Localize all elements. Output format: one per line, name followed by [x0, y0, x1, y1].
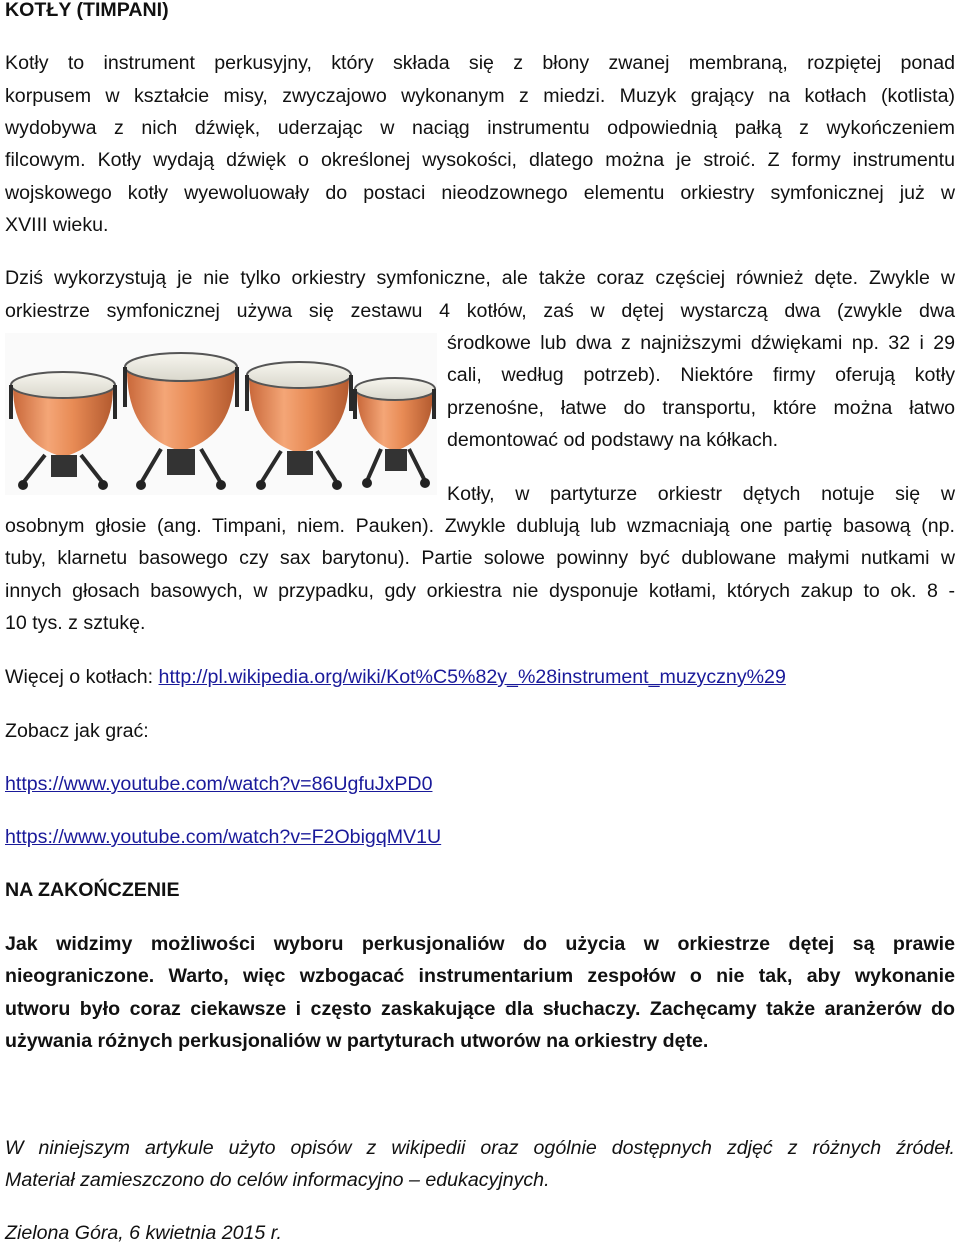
closing-line: utworu było coraz ciekawsze i często zaskakujące dla słuchaczy. Zachęcamy także aranżerów do: [5, 998, 955, 1020]
footnote-line: Materiał zamieszczono do celów informacyjno – edukacyjnych.: [5, 1169, 550, 1191]
para2-line: Dziś wykorzystują je nie tylko orkiestry symfoniczne, ale także coraz częściej również dęte. Zwykle w: [5, 267, 955, 289]
timpani-photo: [5, 333, 437, 495]
more-label: Więcej o kotłach:: [5, 666, 159, 688]
closing-heading: NA ZAKOŃCZENIE: [5, 879, 180, 901]
para3-line: osobnym głosie (ang. Timpani, niem. Pauken). Zwykle dublują lub wzmacniają one partię basową (np.: [5, 515, 955, 537]
wikipedia-link[interactable]: http://pl.wikipedia.org/wiki/Kot%C5%82y_%28instrument_muzyczny%29: [158, 666, 786, 688]
youtube-link-2[interactable]: https://www.youtube.com/watch?v=F2ObigqMV1U: [5, 826, 442, 848]
para2-line: orkiestrze symfonicznej używa się zestawu 4 kotłów, zaś w dętej wystarczą dwa (zwykle dwa: [5, 300, 955, 322]
para3-line: 10 tys. z sztukę.: [5, 612, 146, 634]
para3-line: innych głosach basowych, w przypadku, gdy orkiestra nie dysponuje kotłami, których zakup to ok. 8 -: [5, 580, 955, 602]
para2-wrap-line: środkowe lub dwa z najniższymi dźwiękami np. 32 i 29: [447, 332, 955, 354]
para3-line: tuby, klarnetu basowego czy sax barytonu). Partie solowe powinny być dublowane małymi nutkami w: [5, 547, 955, 569]
wikipedia-row: [5, 665, 786, 689]
video-row: [5, 772, 432, 796]
para2-wrap-line: przenośne, łatwe do transportu, które można łatwo: [447, 397, 955, 419]
para1-line: Kotły to instrument perkusyjny, który składa się z błony zwanej membraną, rozpiętej ponad: [5, 52, 955, 74]
para3-wrap-line: Kotły, w partyturze orkiestr dętych notuje się w: [447, 483, 955, 505]
para1-line: korpusem w kształcie misy, zwyczajowo wykonanym z miedzi. Muzyk grający na kotłach (kotlista): [5, 85, 955, 107]
para1-line: filcowym. Kotły wydają dźwięk o określonej wysokości, dlatego można je stroić. Z formy instrumentu: [5, 149, 955, 171]
footnote-line: W niniejszym artykule użyto opisów z wikipedii oraz ogólnie dostępnych zdjęć z różnych źródeł.: [5, 1137, 955, 1159]
closing-line: używania różnych perkusjonaliów w partyturach utworów na orkiestry dęte.: [5, 1030, 709, 1052]
para1-line: wojskowego kotły wyewoluowały do postaci nieodzownego elementu orkiestry symfonicznej już w: [5, 182, 955, 204]
para1-line: XVIII wieku.: [5, 214, 109, 236]
closing-line: nieograniczone. Warto, więc wzbogacać instrumentarium zespołów o nie tak, aby wykonanie: [5, 965, 955, 987]
para2-wrap-line: demontować od podstawy na kółkach.: [447, 429, 779, 451]
para1-line: wydobywa z nich dźwięk, uderzając w naciąg instrumentu odpowiednią pałką z wykończeniem: [5, 117, 955, 139]
closing-line: Jak widzimy możliwości wyboru perkusjonaliów do użycia w orkiestrze dętej są prawie: [5, 933, 955, 955]
youtube-link-1[interactable]: https://www.youtube.com/watch?v=86UgfuJxPD0: [5, 773, 433, 795]
document-title: KOTŁY (TIMPANI): [5, 0, 169, 21]
see-how-label: Zobacz jak grać:: [5, 720, 149, 742]
place-date: Zielona Góra, 6 kwietnia 2015 r.: [5, 1222, 283, 1244]
para2-wrap-line: cali, według potrzeb). Niektóre firmy oferują kotły: [447, 364, 955, 386]
video-row: [5, 825, 441, 849]
